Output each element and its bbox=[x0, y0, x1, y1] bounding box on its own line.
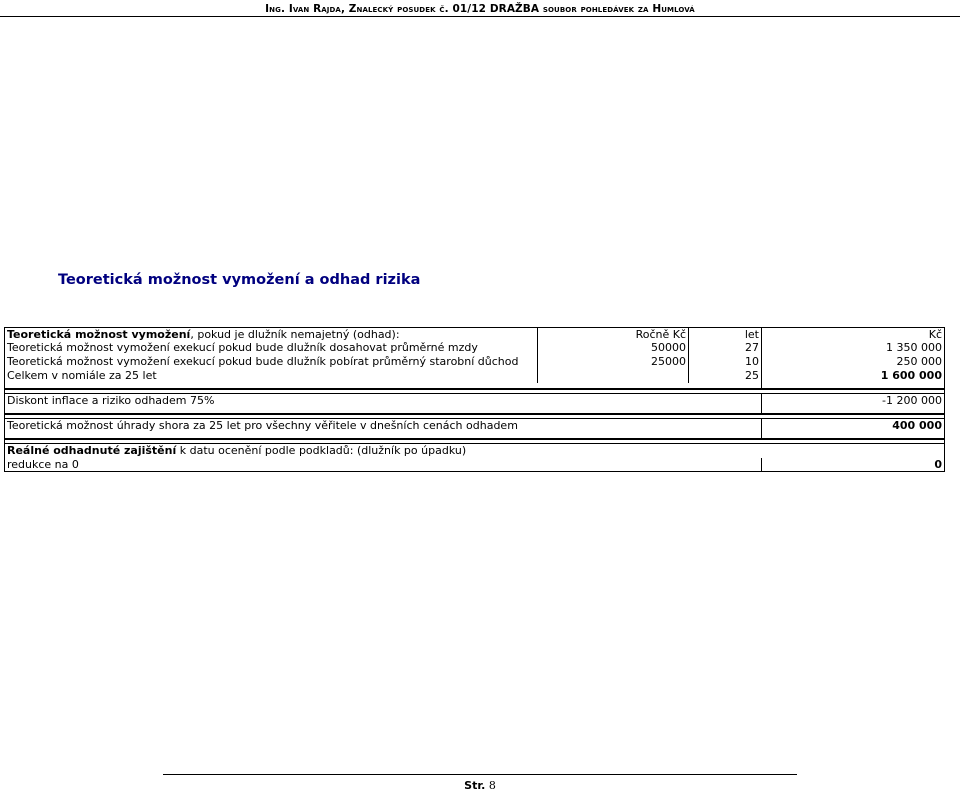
row-annual: 50000 bbox=[537, 341, 688, 355]
header-label-bold: Teoretická možnost vymožení bbox=[7, 328, 191, 341]
discount-row bbox=[4, 394, 945, 408]
col-total-header: Kč bbox=[761, 328, 944, 341]
theoretical-total: 400 000 bbox=[761, 419, 944, 433]
row-label: Teoretická možnost vymožení exekucí pokud bude dlužník pobírat průměrný starobní důchod bbox=[7, 355, 519, 368]
table-row bbox=[4, 341, 945, 355]
separator-total-cell bbox=[761, 433, 944, 438]
header-label-rest: , pokud je dlužník nemajetný (odhad): bbox=[190, 328, 400, 341]
separator-total-cell bbox=[761, 408, 944, 413]
nominal-label: Celkem v nomiále za 25 let bbox=[7, 369, 157, 382]
header-case-number: 01/12 bbox=[452, 3, 487, 15]
realistic-security-row bbox=[4, 444, 945, 458]
header-title: DRAŽBA bbox=[489, 3, 540, 15]
document-header bbox=[0, 3, 960, 15]
header-label-cell bbox=[5, 328, 537, 341]
page-label: Str. bbox=[464, 779, 486, 792]
nominal-total: 1 600 000 bbox=[761, 369, 944, 383]
row-years: 10 bbox=[688, 355, 761, 369]
table-row bbox=[4, 355, 945, 369]
theoretical-recovery-row bbox=[4, 419, 945, 433]
row-total: 250 000 bbox=[761, 355, 944, 369]
realistic-label-cell bbox=[5, 444, 761, 458]
footer-rule bbox=[163, 774, 797, 775]
reduction-value: 0 bbox=[761, 458, 944, 471]
discount-label: Diskont inflace a riziko odhadem 75% bbox=[7, 394, 215, 407]
recovery-table bbox=[4, 327, 945, 472]
reduction-label: redukce na 0 bbox=[7, 458, 79, 471]
header-author-prefix: Ing. Ivan Rajda, Znalecký posudek č. bbox=[265, 3, 449, 15]
table-header-row bbox=[4, 327, 945, 341]
row-years: 27 bbox=[688, 341, 761, 355]
separator-total-cell bbox=[761, 383, 944, 388]
page-footer bbox=[0, 779, 960, 792]
row-total: 1 350 000 bbox=[761, 341, 944, 355]
nominal-total-row bbox=[4, 369, 945, 383]
nominal-years: 25 bbox=[688, 369, 761, 383]
theoretical-label: Teoretická možnost úhrady shora za 25 let pro všechny věřitele v dnešních cenách odhadem bbox=[7, 419, 518, 432]
row-annual: 25000 bbox=[537, 355, 688, 369]
header-rule bbox=[0, 16, 960, 17]
page-number: 8 bbox=[488, 779, 496, 792]
realistic-label-bold: Reálné odhadnuté zajištění bbox=[7, 444, 177, 457]
col-years-header: let bbox=[688, 328, 761, 341]
discount-total: -1 200 000 bbox=[761, 394, 944, 408]
row-label: Teoretická možnost vymožení exekucí pokud bude dlužník dosahovat průměrné mzdy bbox=[7, 341, 478, 354]
col-annual-header: Ročně Kč bbox=[537, 328, 688, 341]
reduction-row bbox=[4, 458, 945, 472]
section-title: Teoretická možnost vymožení a odhad rizika bbox=[58, 272, 421, 288]
header-subject: soubor pohledávek za Humlová bbox=[542, 3, 695, 15]
nominal-annual-empty bbox=[537, 369, 688, 383]
realistic-label-rest: k datu ocenění podle podkladů: (dlužník po úpadku) bbox=[176, 444, 467, 457]
